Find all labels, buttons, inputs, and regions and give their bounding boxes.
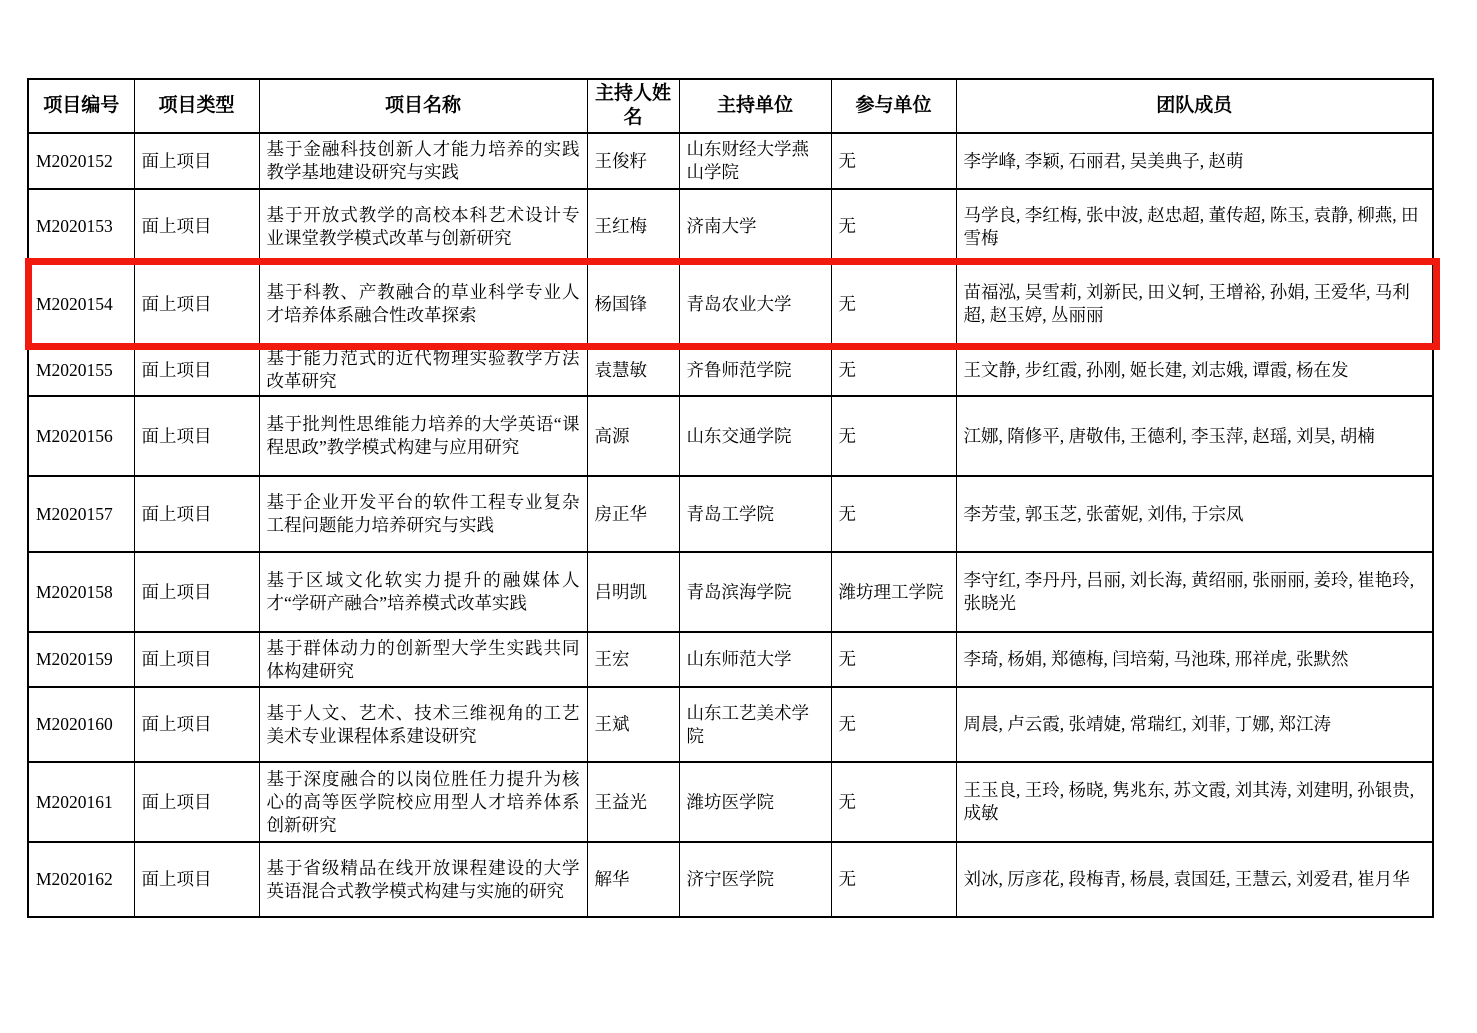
cell-leader-name: 王益光: [587, 762, 679, 842]
cell-host-unit: 青岛滨海学院: [679, 552, 831, 632]
cell-project-name: 基于省级精品在线开放课程建设的大学英语混合式教学模式构建与实施的研究: [259, 842, 587, 917]
cell-project-type: 面上项目: [134, 762, 259, 842]
cell-team-members: 刘冰, 厉彦花, 段梅青, 杨晨, 袁国廷, 王慧云, 刘爱君, 崔月华: [956, 842, 1433, 917]
cell-participant-unit: 无: [831, 476, 956, 552]
cell-team-members: 李学峰, 李颖, 石丽君, 吴美典子, 赵萌: [956, 133, 1433, 189]
cell-team-members: 李芳莹, 郭玉芝, 张蕾妮, 刘伟, 于宗凤: [956, 476, 1433, 552]
table-row: [28, 687, 1433, 762]
cell-project-type: 面上项目: [134, 632, 259, 687]
cell-project-id: M2020156: [28, 396, 134, 476]
cell-project-type: 面上项目: [134, 264, 259, 344]
cell-host-unit: 青岛工学院: [679, 476, 831, 552]
cell-participant-unit: 潍坊理工学院: [831, 552, 956, 632]
cell-project-name: 基于群体动力的创新型大学生实践共同体构建研究: [259, 632, 587, 687]
cell-participant-unit: 无: [831, 632, 956, 687]
column-header-participant-unit: 参与单位: [831, 79, 956, 133]
table-row: [28, 396, 1433, 476]
column-header-team-members: 团队成员: [956, 79, 1433, 133]
cell-project-type: 面上项目: [134, 476, 259, 552]
table-row: [28, 189, 1433, 264]
cell-leader-name: 王斌: [587, 687, 679, 762]
cell-project-name: 基于科教、产教融合的草业科学专业人才培养体系融合性改革探索: [259, 264, 587, 344]
column-header-project-id: 项目编号: [28, 79, 134, 133]
cell-team-members: 李守红, 李丹丹, 吕丽, 刘长海, 黄绍丽, 张丽丽, 姜玲, 崔艳玲, 张晓光: [956, 552, 1433, 632]
cell-project-id: M2020155: [28, 344, 134, 396]
cell-participant-unit: 无: [831, 842, 956, 917]
table-row: [28, 762, 1433, 842]
cell-project-name: 基于企业开发平台的软件工程专业复杂工程问题能力培养研究与实践: [259, 476, 587, 552]
cell-leader-name: 王宏: [587, 632, 679, 687]
cell-participant-unit: 无: [831, 133, 956, 189]
cell-leader-name: 王俊籽: [587, 133, 679, 189]
table-row: [28, 133, 1433, 189]
cell-project-id: M2020161: [28, 762, 134, 842]
cell-team-members: 马学良, 李红梅, 张中波, 赵忠超, 董传超, 陈玉, 袁静, 柳燕, 田雪梅: [956, 189, 1433, 264]
cell-team-members: 王文静, 步红霞, 孙刚, 姬长建, 刘志娥, 谭霞, 杨在发: [956, 344, 1433, 396]
cell-project-id: M2020162: [28, 842, 134, 917]
cell-host-unit: 山东师范大学: [679, 632, 831, 687]
cell-host-unit: 潍坊医学院: [679, 762, 831, 842]
cell-participant-unit: 无: [831, 344, 956, 396]
cell-project-type: 面上项目: [134, 396, 259, 476]
cell-project-id: M2020160: [28, 687, 134, 762]
cell-leader-name: 袁慧敏: [587, 344, 679, 396]
cell-project-type: 面上项目: [134, 687, 259, 762]
cell-project-name: 基于能力范式的近代物理实验教学方法改革研究: [259, 344, 587, 396]
table-row: [28, 632, 1433, 687]
cell-project-name: 基于批判性思维能力培养的大学英语“课程思政”教学模式构建与应用研究: [259, 396, 587, 476]
cell-team-members: 周晨, 卢云霞, 张靖婕, 常瑞红, 刘菲, 丁娜, 郑江涛: [956, 687, 1433, 762]
cell-team-members: 江娜, 隋修平, 唐敬伟, 王德利, 李玉萍, 赵瑶, 刘昊, 胡楠: [956, 396, 1433, 476]
column-header-host-unit: 主持单位: [679, 79, 831, 133]
cell-project-type: 面上项目: [134, 133, 259, 189]
cell-project-name: 基于深度融合的以岗位胜任力提升为核心的高等医学院校应用型人才培养体系创新研究: [259, 762, 587, 842]
cell-participant-unit: 无: [831, 264, 956, 344]
cell-project-id: M2020159: [28, 632, 134, 687]
cell-project-type: 面上项目: [134, 189, 259, 264]
cell-leader-name: 高源: [587, 396, 679, 476]
table-header: [28, 79, 1433, 133]
cell-team-members: 苗福泓, 吴雪莉, 刘新民, 田义轲, 王增裕, 孙娟, 王爱华, 马利超, 赵玉婷, 丛丽丽: [956, 264, 1433, 344]
cell-team-members: 王玉良, 王玲, 杨晓, 隽兆东, 苏文霞, 刘其涛, 刘建明, 孙银贵, 成敏: [956, 762, 1433, 842]
cell-host-unit: 齐鲁师范学院: [679, 344, 831, 396]
column-header-project-name: 项目名称: [259, 79, 587, 133]
cell-project-name: 基于人文、艺术、技术三维视角的工艺美术专业课程体系建设研究: [259, 687, 587, 762]
cell-project-name: 基于开放式教学的高校本科艺术设计专业课堂教学模式改革与创新研究: [259, 189, 587, 264]
cell-team-members: 李琦, 杨娟, 郑德梅, 闫培菊, 马池珠, 邢祥虎, 张默然: [956, 632, 1433, 687]
table-body: [28, 133, 1433, 917]
cell-participant-unit: 无: [831, 687, 956, 762]
cell-leader-name: 杨国锋: [587, 264, 679, 344]
cell-project-type: 面上项目: [134, 552, 259, 632]
cell-leader-name: 房正华: [587, 476, 679, 552]
cell-project-type: 面上项目: [134, 344, 259, 396]
table-row: [28, 264, 1433, 344]
cell-leader-name: 王红梅: [587, 189, 679, 264]
cell-leader-name: 吕明凯: [587, 552, 679, 632]
cell-participant-unit: 无: [831, 189, 956, 264]
cell-project-id: M2020153: [28, 189, 134, 264]
cell-participant-unit: 无: [831, 396, 956, 476]
cell-project-name: 基于金融科技创新人才能力培养的实践教学基地建设研究与实践: [259, 133, 587, 189]
cell-host-unit: 青岛农业大学: [679, 264, 831, 344]
table-row: [28, 476, 1433, 552]
table-row: [28, 552, 1433, 632]
cell-host-unit: 济宁医学院: [679, 842, 831, 917]
cell-participant-unit: 无: [831, 762, 956, 842]
cell-host-unit: 山东工艺美术学院: [679, 687, 831, 762]
table-row: [28, 842, 1433, 917]
column-header-project-type: 项目类型: [134, 79, 259, 133]
cell-host-unit: 济南大学: [679, 189, 831, 264]
cell-leader-name: 解华: [587, 842, 679, 917]
cell-project-id: M2020152: [28, 133, 134, 189]
cell-project-id: M2020158: [28, 552, 134, 632]
cell-project-type: 面上项目: [134, 842, 259, 917]
projects-table: [27, 78, 1434, 918]
header-row: [28, 79, 1433, 133]
cell-project-id: M2020154: [28, 264, 134, 344]
cell-project-id: M2020157: [28, 476, 134, 552]
cell-project-name: 基于区域文化软实力提升的融媒体人才“学研产融合”培养模式改革实践: [259, 552, 587, 632]
cell-host-unit: 山东交通学院: [679, 396, 831, 476]
table-row: [28, 344, 1433, 396]
cell-host-unit: 山东财经大学燕山学院: [679, 133, 831, 189]
column-header-leader-name: 主持人姓名: [587, 79, 679, 133]
